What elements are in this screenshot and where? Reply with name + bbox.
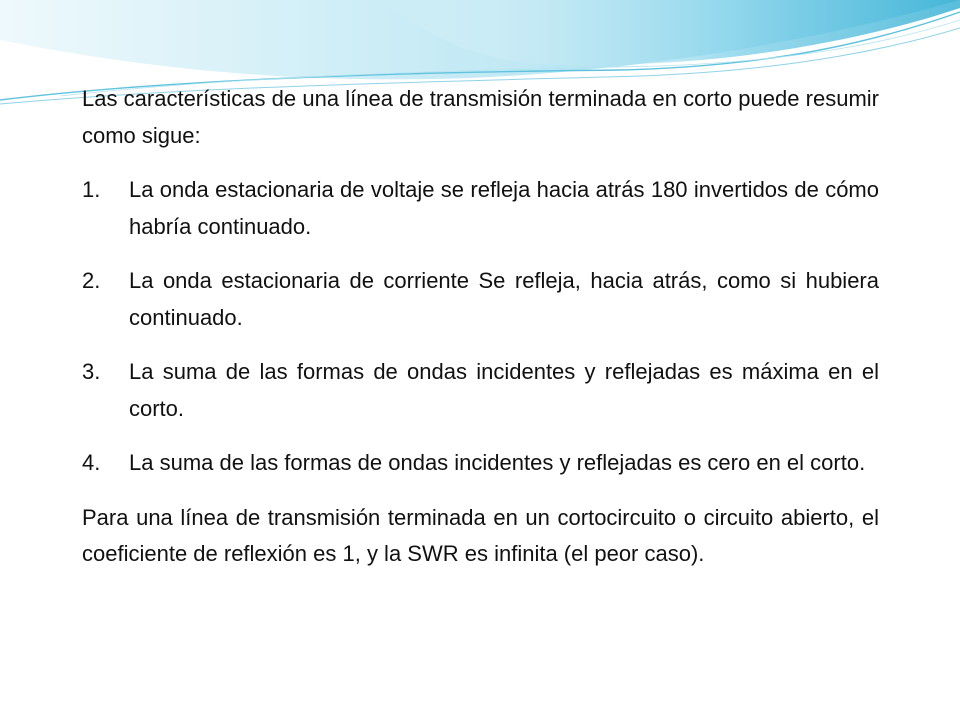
slide-body — [82, 81, 879, 573]
list-item-number: 3. — [82, 359, 101, 384]
list-item-number: 1. — [82, 177, 101, 202]
list-item — [82, 172, 879, 245]
list-item-text: La suma de las formas de ondas incidentes y reflejadas es máxima en el corto. — [129, 359, 879, 421]
list-item — [82, 263, 879, 336]
intro-paragraph: Las características de una línea de transmisión terminada en corto puede resumir como sigue: — [82, 86, 879, 148]
list-item-number: 2. — [82, 268, 101, 293]
conclusion-paragraph: Para una línea de transmisión terminada en un cortocircuito o circuito abierto, el coeficiente de reflexión es 1, y la SWR es infinita (el peor caso). — [82, 504, 879, 566]
list-item-text: La onda estacionaria de voltaje se refleja hacia atrás 180 invertidos de cómo habría continuado. — [129, 177, 879, 239]
characteristics-list — [82, 172, 879, 482]
list-item-text: La suma de las formas de ondas incidentes y reflejadas es cero en el corto. — [129, 450, 866, 475]
list-item-number: 4. — [82, 450, 101, 475]
list-item — [82, 445, 879, 482]
list-item — [82, 354, 879, 427]
list-item-text: La onda estacionaria de corriente Se refleja, hacia atrás, como si hubiera continuado. — [129, 268, 879, 330]
